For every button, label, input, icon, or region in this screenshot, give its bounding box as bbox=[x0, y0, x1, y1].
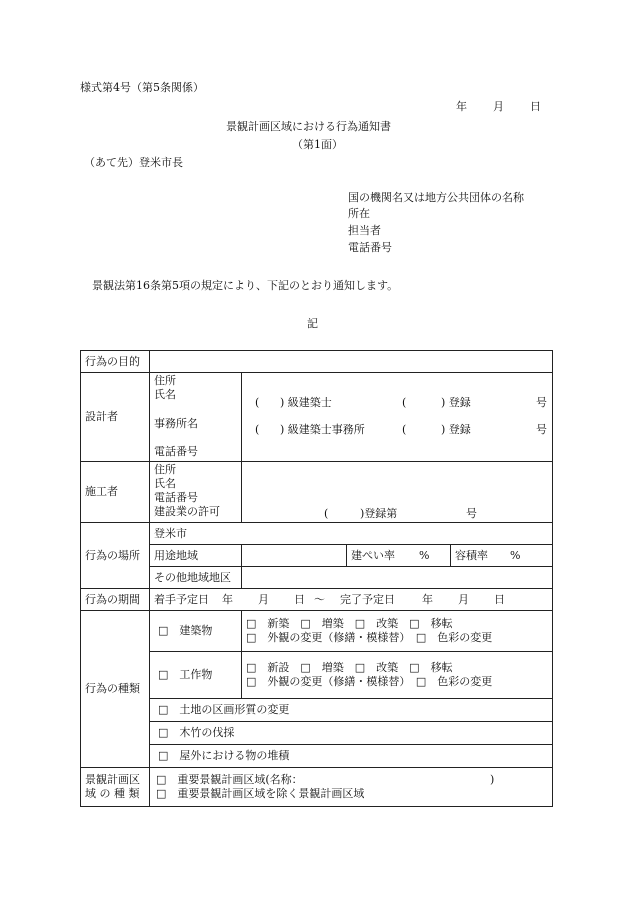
row-period bbox=[81, 589, 553, 611]
row-builder bbox=[81, 462, 553, 523]
date-month-label: 月 bbox=[493, 100, 504, 113]
bcr-cell[interactable] bbox=[347, 545, 451, 567]
date-day-label: 日 bbox=[530, 100, 541, 113]
permit-registration-label: )登録第 bbox=[360, 507, 398, 520]
office-reg-open: ( bbox=[402, 422, 407, 436]
document-title: 景観計画区域における行為通知書 bbox=[226, 120, 391, 133]
permit-number-suffix: 号 bbox=[466, 507, 477, 520]
addressee: （あて先）登米市長 bbox=[84, 156, 183, 169]
builder-address-label: 住所 bbox=[154, 463, 176, 476]
location-label: 行為の場所 bbox=[81, 523, 150, 589]
location-city[interactable]: 登米市 bbox=[150, 523, 553, 545]
building-option-line1[interactable]: □ 新築 □ 増築 □ 改築 □ 移転 bbox=[246, 617, 453, 630]
period-label: 行為の期間 bbox=[81, 589, 150, 611]
area-type-label-line1: 景観計画区 bbox=[85, 773, 140, 786]
period-end-day: 日 bbox=[494, 592, 505, 606]
notification-form-table bbox=[80, 350, 553, 807]
other-zone-field[interactable] bbox=[242, 567, 553, 589]
architect-grade-label: ) 級建築士 bbox=[280, 395, 332, 409]
intro-statement: 景観法第16条第5項の規定により、下記のとおり通知します。 bbox=[92, 279, 399, 292]
page-label: （第1面） bbox=[292, 138, 343, 151]
period-entry[interactable] bbox=[150, 589, 553, 611]
period-start-year: 年 bbox=[222, 592, 233, 606]
zone-field[interactable] bbox=[242, 545, 347, 567]
permit-open: ( bbox=[324, 507, 329, 520]
kind-storage-checkbox[interactable]: □ 屋外における物の堆積 bbox=[150, 745, 553, 768]
row-location-city bbox=[81, 523, 553, 545]
row-kind-structure bbox=[81, 652, 553, 699]
form-number: 様式第4号（第5条関係） bbox=[80, 81, 204, 94]
row-area-type bbox=[81, 768, 553, 807]
builder-name-label: 氏名 bbox=[154, 477, 176, 490]
designer-field-labels bbox=[150, 373, 242, 462]
row-kind-building bbox=[81, 611, 553, 652]
row-kind-trees bbox=[81, 722, 553, 745]
area-type-options bbox=[150, 768, 553, 807]
designer-office-label: 事務所名 bbox=[154, 417, 198, 430]
designer-label: 設計者 bbox=[81, 373, 150, 462]
area-option1-close: ) bbox=[490, 773, 495, 786]
area-option2[interactable]: □ 重要景観計画区域を除く景観計画区域 bbox=[156, 787, 365, 800]
row-purpose bbox=[81, 351, 553, 373]
notifier-org-label: 国の機関名又は地方公共団体の名称 bbox=[348, 191, 524, 204]
builder-label: 施工者 bbox=[81, 462, 150, 523]
kind-structure-checkbox[interactable]: □ 工作物 bbox=[150, 652, 242, 699]
purpose-field[interactable] bbox=[150, 351, 553, 373]
kind-label: 行為の種類 bbox=[81, 611, 150, 768]
builder-entry[interactable] bbox=[242, 462, 553, 523]
period-tilde: ～ bbox=[314, 592, 325, 606]
row-designer bbox=[81, 373, 553, 462]
building-option-line2[interactable]: □ 外観の変更（修繕・模様替） □ 色彩の変更 bbox=[246, 631, 493, 644]
row-location-other bbox=[81, 567, 553, 589]
designer-address-label: 住所 bbox=[154, 374, 176, 387]
area-option1[interactable]: □ 重要景観計画区域(名称： bbox=[156, 773, 303, 786]
structure-option-line1[interactable]: □ 新設 □ 増築 □ 改築 □ 移転 bbox=[246, 661, 453, 674]
kind-structure-options bbox=[242, 652, 553, 699]
bcr-percent: % bbox=[419, 548, 430, 562]
designer-entry[interactable] bbox=[242, 373, 553, 462]
period-start-label: 着手予定日 bbox=[154, 592, 209, 606]
kind-building-options bbox=[242, 611, 553, 652]
office-number-suffix: 号 bbox=[536, 422, 547, 436]
architect-grade-open: ( bbox=[255, 395, 260, 409]
zone-label: 用途地域 bbox=[150, 545, 242, 567]
area-option1-line[interactable] bbox=[156, 773, 548, 787]
architect-reg-label: ) 登録 bbox=[441, 395, 471, 409]
architect-number-suffix: 号 bbox=[536, 395, 547, 409]
area-type-label-line2: 域 の 種 類 bbox=[85, 787, 140, 800]
builder-field-labels bbox=[150, 462, 242, 523]
notifier-address-label: 所在 bbox=[348, 207, 370, 220]
period-end-label: 完了予定日 bbox=[340, 592, 395, 606]
far-label: 容積率 bbox=[455, 548, 488, 562]
period-start-month: 月 bbox=[258, 592, 269, 606]
structure-option-line2[interactable]: □ 外観の変更（修繕・模様替） □ 色彩の変更 bbox=[246, 675, 493, 688]
date-line bbox=[456, 100, 541, 114]
period-end-year: 年 bbox=[422, 592, 433, 606]
far-percent: % bbox=[510, 548, 521, 562]
area-type-label bbox=[81, 768, 150, 807]
bcr-label: 建ぺい率 bbox=[351, 548, 395, 562]
ki-heading: 記 bbox=[307, 317, 318, 330]
far-cell[interactable] bbox=[451, 545, 553, 567]
row-kind-storage bbox=[81, 745, 553, 768]
builder-permit-label: 建設業の許可 bbox=[154, 505, 220, 518]
period-start-day: 日 bbox=[294, 592, 305, 606]
row-location-zone bbox=[81, 545, 553, 567]
designer-architect-line bbox=[246, 396, 548, 412]
notifier-phone-label: 電話番号 bbox=[348, 241, 392, 254]
builder-permit-line bbox=[246, 507, 548, 521]
architect-reg-open: ( bbox=[402, 395, 407, 409]
period-end-month: 月 bbox=[458, 592, 469, 606]
designer-phone-label: 電話番号 bbox=[154, 445, 198, 458]
purpose-label: 行為の目的 bbox=[81, 351, 150, 373]
office-grade-label: ) 級建築士事務所 bbox=[280, 422, 365, 436]
office-grade-open: ( bbox=[255, 422, 260, 436]
office-reg-label: ) 登録 bbox=[441, 422, 471, 436]
notifier-person-label: 担当者 bbox=[348, 224, 381, 237]
other-zone-label: その他地域地区 bbox=[150, 567, 242, 589]
builder-phone-label: 電話番号 bbox=[154, 491, 198, 504]
kind-trees-checkbox[interactable]: □ 木竹の伐採 bbox=[150, 722, 553, 745]
row-kind-land bbox=[81, 699, 553, 722]
designer-office-line bbox=[246, 423, 548, 439]
date-year-label: 年 bbox=[456, 100, 467, 113]
kind-building-checkbox[interactable]: □ 建築物 bbox=[150, 611, 242, 652]
designer-name-label: 氏名 bbox=[154, 388, 176, 401]
kind-land-checkbox[interactable]: □ 土地の区画形質の変更 bbox=[150, 699, 553, 722]
